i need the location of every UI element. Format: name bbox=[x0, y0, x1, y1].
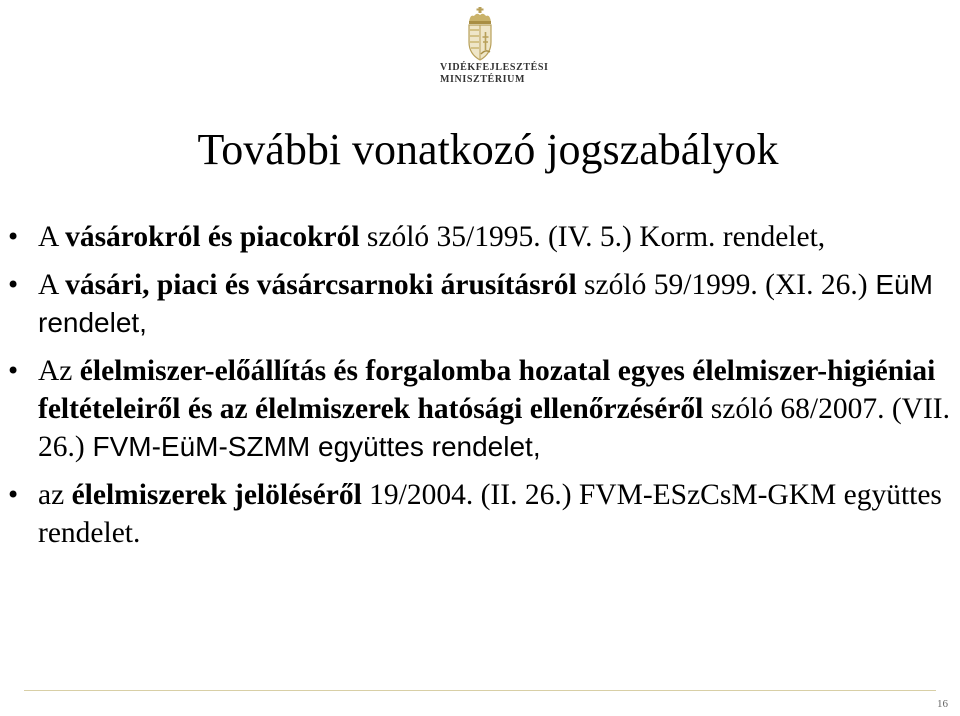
item-text: szóló 35/1995. (IV. 5.) Korm. rendelet, bbox=[359, 221, 826, 253]
page-number: 16 bbox=[937, 698, 948, 710]
ministry-logo bbox=[440, 6, 549, 98]
logo-line-2: MINISZTÉRIUM bbox=[440, 74, 525, 85]
item-bold-text: élelmiszerek jelöléséről bbox=[71, 479, 362, 511]
bullet-icon: • bbox=[6, 481, 21, 509]
item-text: A bbox=[38, 269, 66, 301]
item-text: az bbox=[38, 479, 72, 511]
item-text: Az bbox=[38, 355, 80, 387]
item-text: szóló 59/1999. (XI. 26.) bbox=[576, 269, 868, 301]
coat-of-arms-icon bbox=[464, 6, 496, 62]
logo-line-1: VIDÉKFEJLESZTÉSI bbox=[440, 62, 549, 73]
bullet-icon: • bbox=[6, 357, 21, 385]
bullet-icon: • bbox=[6, 223, 21, 251]
item-text: A bbox=[38, 221, 66, 253]
list-item bbox=[0, 352, 960, 466]
item-bold-text: vásári, piaci és vásárcsarnoki árusításról bbox=[65, 269, 577, 301]
list-item bbox=[0, 218, 960, 256]
item-text: 19/2004. (II. 26.) FVM-ESzCsM-GKM együttes rendelet. bbox=[38, 479, 942, 549]
item-text: EüM rendelet, bbox=[38, 269, 933, 338]
bullet-icon: • bbox=[6, 271, 21, 299]
slide-title: További vonatkozó jogszabályok bbox=[197, 125, 779, 174]
item-bold-text: élelmiszer-előállítás és forgalomba hozatal egyes élelmiszer-higiéniai feltételeiről és az élelmiszerek hatósági ellenőrzéséről bbox=[38, 355, 936, 425]
footer-divider bbox=[24, 690, 936, 691]
item-text: FVM-EüM-SZMM együttes rendelet, bbox=[84, 431, 541, 462]
regulation-list bbox=[0, 218, 960, 562]
item-text: szóló 68/2007. (VII. 26.) bbox=[38, 393, 951, 463]
list-item bbox=[0, 476, 960, 552]
list-item bbox=[0, 266, 960, 342]
item-bold-text: vásárokról és piacokról bbox=[65, 221, 360, 253]
